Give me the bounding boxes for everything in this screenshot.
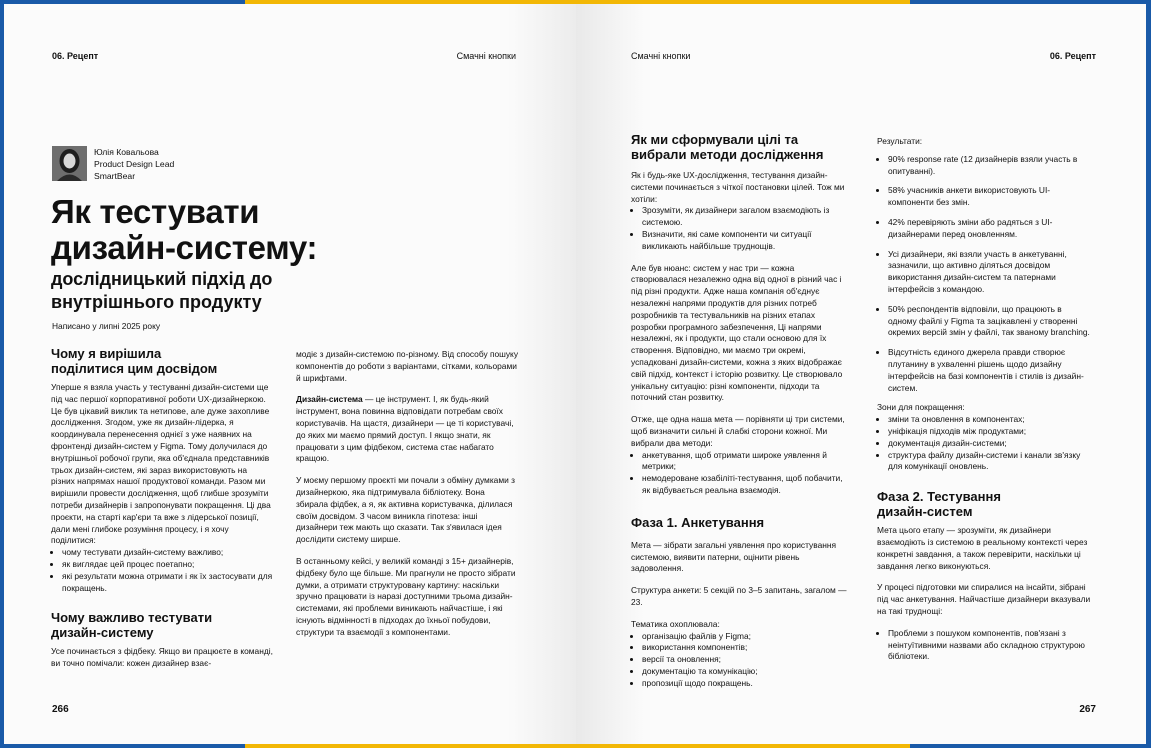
paragraph: Мета — зібрати загальні уявлення про користування системою, виявити патерни, оцінити рівень задоволення. — [631, 539, 837, 574]
paragraph: В останньому кейсі, у великій команді з 15+ дизайнерів, фідбеку було ще більше. Ми прагнули не просто зібрати думки, а отримати структуровану картину: наскільки зручно працювати із наразі доступними трьома дизайн-системами, які проблеми виникають найчастіше, і які існують відмінності в підходах до їхньої побудови, структури та взаємодії з компонентами. — [296, 555, 516, 637]
list-item: • пропозиції щодо покращень. — [642, 678, 847, 690]
heading-line: Чому я вирішила — [51, 346, 162, 361]
list-item: • 58% учасників анкети використовують UI-компоненти без змін. — [888, 185, 1091, 209]
article-title — [51, 194, 317, 266]
list-item: • 42% перевіряють зміни або радяться з UI-дизайнерами перед оновленням. — [888, 217, 1091, 241]
author-name: Юлія Ковальова — [94, 147, 159, 157]
author-company: SmartBear — [94, 171, 136, 181]
paragraph-text: — це інструмент. І, як будь-який інструмент, вона повинна відповідати потребам своїх користувачів. На щастя, дизайнери — це ті користувачі, до яких ми маємо прямий доступ. І якщо знати, як працювати з цим фідбеком, система стає набагато кращою. — [296, 394, 514, 464]
page-number-left: 266 — [52, 704, 69, 715]
bullet-list — [51, 547, 273, 594]
right-column-2 — [877, 136, 1091, 673]
list-item: • організацію файлів у Figma; — [642, 631, 847, 643]
paragraph: Усе починається з фідбеку. Якщо ви працюєте в команді, ви точно помічали: кожен дизайнер взає- — [51, 646, 273, 669]
bullet-list — [631, 205, 847, 252]
running-header-right: 06. Рецепт — [1049, 51, 1096, 61]
section-heading-phase-1: Фаза 1. Анкетування — [631, 514, 765, 530]
section-heading-why-share — [51, 346, 273, 376]
article-subtitle — [51, 268, 272, 314]
left-column-1 — [51, 346, 273, 680]
section-heading-goals-methods — [631, 132, 847, 162]
left-column-2 — [296, 349, 518, 649]
bullet-list — [631, 631, 847, 690]
heading-line: Фаза 2. Тестування — [877, 489, 1001, 505]
heading-line: вибрали методи дослідження — [631, 147, 824, 162]
paragraph: Отже, ще одна наша мета — порівняти ці три системи, щоб визначити сильні й слабкі сторони кожної. Ми вибрали два методи: — [631, 414, 845, 448]
results-label: Результати: — [877, 136, 923, 146]
list-item: • анкетування, щоб отримати широке уявлення й метрики; — [642, 450, 847, 474]
heading-line: Чому важливо тестувати — [51, 610, 213, 626]
zones-list — [877, 414, 1091, 473]
paragraph: Тематика охоплювала: — [631, 618, 720, 629]
heading-line: поділитися цим досвідом — [51, 361, 218, 376]
subtitle-line-1: дослідницький підхід до — [51, 269, 273, 289]
list-item: • структура файлу дизайн-системи і канали зв'язку для комунікації оновлень. — [888, 450, 1091, 474]
running-header-left: 06. Рецепт — [52, 51, 99, 61]
paragraph: Мета цього етапу — зрозуміти, як дизайнери взаємодіють із системою в реальному контексті через конкретні завдання, а також перевірити, наскільки ці завдання легко виконуються. — [877, 525, 1088, 571]
paragraph: Як і будь-яке UX-дослідження, тестування дизайн-системи починається з чіткої постановки цілей. Тож ми хотіли: — [631, 170, 845, 204]
zones-label: Зони для покращення: — [877, 402, 965, 413]
list-item: • документація дизайн-системи; — [888, 438, 1091, 450]
list-item: • Відсутність єдиного джерела правди створює плутанину в ухваленні рішень щодо дизайну інтерфейсів на базі компонентів і стилів із дизайн-систем. — [888, 347, 1091, 394]
right-column-1 — [631, 132, 847, 699]
paragraph: модіє з дизайн-системою по-різному. Від способу пошуку компонентів до роботи з варіантами, сітками, кольорами й шрифтами. — [296, 349, 519, 383]
list-item: • Проблеми з пошуком компонентів, пов'язані з неінтуїтивними назвами або складною структурою бібліотеки. — [888, 628, 1091, 663]
author-avatar — [52, 146, 87, 181]
author-role: Product Design Lead — [94, 159, 175, 169]
title-line-2: дизайн-систему: — [51, 229, 318, 266]
paragraph: Уперше я взяла участь у тестуванні дизайн-системи ще під час першої корпоративної роботи UX-дизайнеркою. Це був цікавий виклик та нетипове, але дуже захопливе дослідження. Згодом, уже як дизайн-лідерка, я координувала перенесення однієї з уже наявних на фронтенді дизайн-систем у Figma. Тому долучилася до внутрішньої робочої групи, яка об'єднала представників трьох дизайн-систем, які зараз використовують на різних напрямах нашої продуктової команди. Разом ми вирішили провести дослідження, щоб глибше зрозуміти потреби дизайнерів і запропонувати покращення. Ці два проєкти, на старті кар'єри та вже з лідерської позиції, дали мені глибоке розуміння процесу, і я хочу поділитися: — [51, 382, 271, 546]
list-item: • використання компонентів; — [642, 642, 847, 654]
subtitle-line-2: внутрішнього продукту — [51, 292, 262, 312]
running-header-left: Смачні кнопки — [631, 51, 691, 61]
list-item: • версії та оновлення; — [642, 654, 847, 666]
list-item: • чому тестувати дизайн-систему важливо; — [62, 547, 273, 559]
author-info — [94, 146, 174, 182]
article-date: Написано у липні 2025 року — [52, 321, 161, 331]
paragraph — [296, 394, 518, 465]
list-item: • зміни та оновлення в компонентах; — [888, 414, 1091, 426]
paragraph: Структура анкети: 5 секцій по 3–5 запитань, загалом — 23. — [631, 585, 847, 607]
list-item: • Усі дизайнери, які взяли участь в анкетуванні, зазначили, що активно діляться досвідом використання дизайн-систем та патернами інтерфейсів з командою. — [888, 249, 1091, 296]
list-item: • Визначити, які саме компоненти чи ситуації викликають найбільше труднощів. — [642, 229, 847, 253]
paragraph: У процесі підготовки ми спиралися на інсайти, зібрані під час анкетування. Найчастіше дизайнери вказували на такі труднощі: — [877, 582, 1091, 616]
results-list — [877, 154, 1091, 395]
list-item: • немодероване юзабіліті-тестування, щоб побачити, як відбувається реальна взаємодія. — [642, 473, 847, 497]
paragraph: Але був нюанс: систем у нас три — кожна створювалася незалежно одна від одної в різний час і під різні продукти. Адже наша компанія об'єднує незалежні напрями продуктів для різних потреб розробників та тестувальників на різних етапах розробки програмного забезпечення, Ці напрями незалежні, як і продукти, що стали основою для їх створення. Відповідно, ми маємо три окремі, успадковані дизайн-системи, кожна з яких відображає свій підхід, контекст і історію розвитку. Це створювало унікальну ситуацію: різні компоненти, підходи та поточний стан розвитку. — [631, 262, 843, 403]
running-header-right: Смачні кнопки — [456, 51, 516, 61]
list-item: • як виглядає цей процес поетапно; — [62, 559, 273, 571]
heading-line: дизайн-систему — [51, 625, 154, 641]
title-line-1: Як тестувати — [51, 193, 260, 230]
paragraph: У моєму першому проєкті ми почали з обміну думками з дизайнеркою, яка підтримувала бібліотеку. Вона збирала фідбек, а я, як активна користувачка, ділилася своїм досвідом. З часом виникла гіпотеза: інші дизайнери теж мають що сказати. Так з'явилася ідея дослідити систему ширше. — [296, 475, 515, 545]
bullet-list — [877, 628, 1091, 663]
section-heading-phase-2 — [877, 489, 1091, 519]
heading-line: дизайн-систем — [877, 504, 973, 520]
list-item: • Зрозуміти, як дизайнери загалом взаємодіють із системою. — [642, 205, 847, 229]
page-number-right: 267 — [1079, 704, 1096, 715]
term-bold: Дизайн-система — [296, 394, 363, 405]
right-page — [576, 4, 1146, 744]
list-item: • уніфікація підходів між продуктами; — [888, 426, 1091, 438]
left-page — [4, 4, 576, 744]
list-item: • 50% респондентів відповіли, що працюють в одному файлі у Figma та зацікавлені у створенні окремих версій змін у файлі, так званому branching. — [888, 304, 1091, 339]
bullet-list — [631, 450, 847, 497]
list-item: • 90% response rate (12 дизайнерів взяли участь в опитуванні). — [888, 154, 1091, 178]
list-item: • документацію та комунікацію; — [642, 666, 847, 678]
section-heading-why-test — [51, 610, 273, 640]
list-item: • які результати можна отримати і як їх застосувати для покращень. — [62, 571, 273, 595]
heading-line: Як ми сформували цілі та — [631, 132, 799, 147]
